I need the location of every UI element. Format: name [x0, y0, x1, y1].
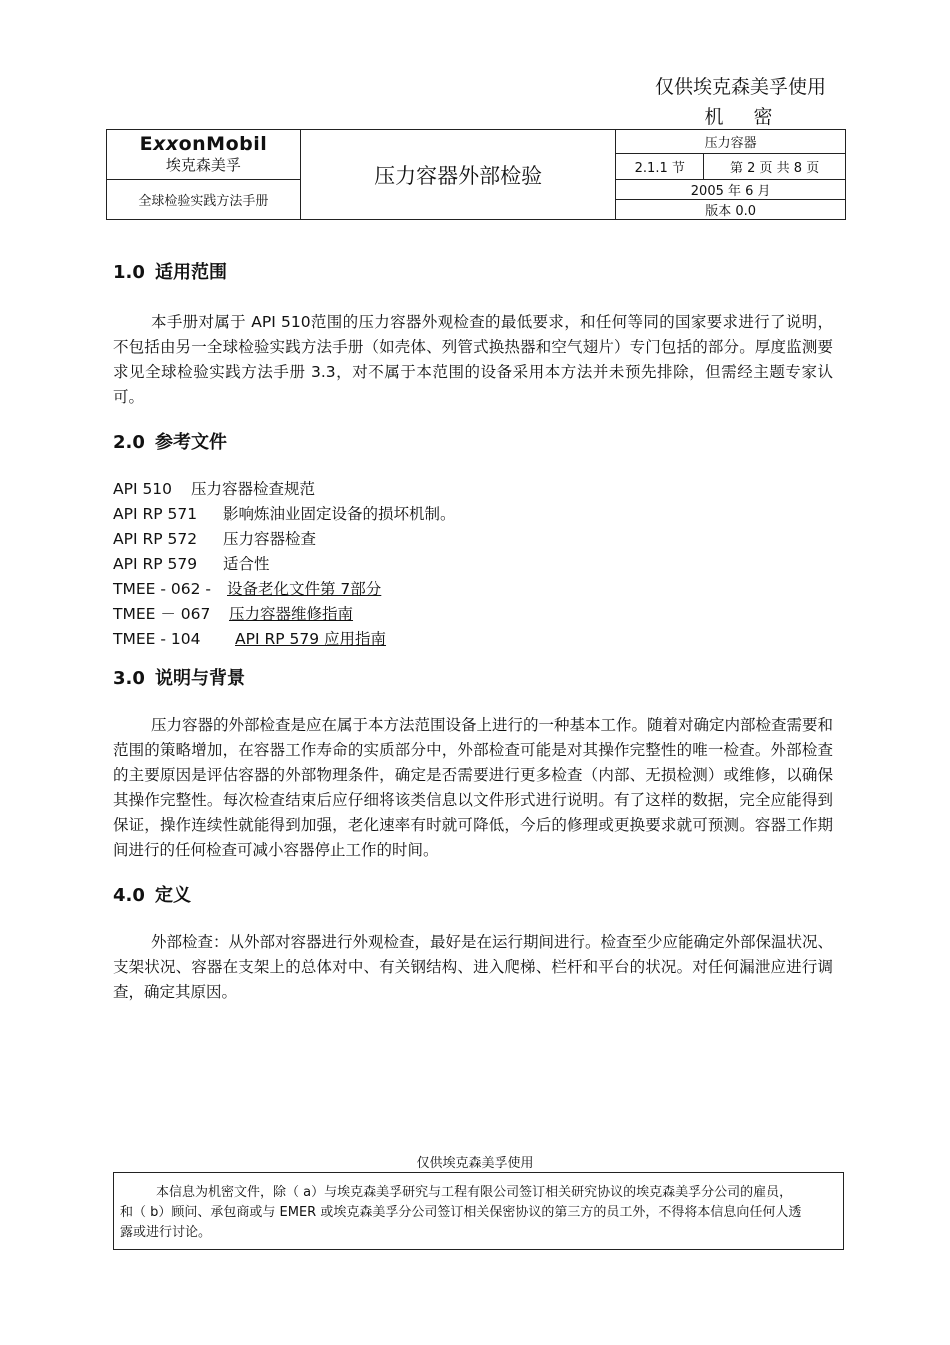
reference-item: TMEE - 062 - 设备老化文件第 7部分 [113, 580, 382, 598]
reference-link: 设备老化文件第 7部分 [227, 580, 382, 598]
document-title: 压力容器外部检验 [300, 130, 615, 220]
company-name-cn: 埃克森美孚 [165, 156, 241, 174]
reference-item: API 510 压力容器检查规范 [113, 480, 316, 498]
background-paragraph: 压力容器的外部检查是应在属于本方法范围设备上进行的一种基本工作。随着对确定内部检查需要和范围的策略增加，在容器工作寿命的实质部分中，外部检查可能是对其操作完整性的唯一检查。外部检查的主要原因是评估容器的外部物理条件，确定是否需要进行更多检查（内部、无损检测）或维修，以确保其操作完整性。每次检查结束后应仔细将该类信息以文件形式进行说明。有了这样的数据，完全应能得到保证，操作连续性就能得到加强，老化速率有时就可降低，今后的修理或更换要求就可预测。容器工作期间进行的任何检查可减小容器停止工作的时间。 [113, 716, 834, 859]
section-heading-references: 2.0 参考文件 [113, 432, 227, 453]
reference-item: TMEE － 067 压力容器维修指南 [113, 605, 354, 623]
issue-date: 2005 年 6 月 [616, 180, 846, 200]
category-cell: 压力容器 [616, 130, 846, 154]
confidentiality-notice: 本信息为机密文件，除（ a）与埃克森美孚研究与工程有限公司签订相关研究协议的埃克森美孚分公司的雇员，和（ b）顾问、承包商或与 EMER 或埃克森美孚分公司签订相关保密协议的第三方的员工外，不得将本信息向任何人透露或进行讨论。 [120, 1185, 802, 1240]
reference-list [113, 477, 833, 652]
company-logo-cell [107, 130, 301, 180]
definition-paragraph: 外部检查：从外部对容器进行外观检查，最好是在运行期间进行。检查至少应能确定外部保温状况、支架状况、容器在支架上的总体对中、有关钢结构、进入爬梯、栏杆和平台的状况。对任何漏泄应进行调查，确定其原因。 [113, 933, 834, 1001]
reference-item: API RP 572 压力容器检查 [113, 530, 317, 548]
manual-name: 全球检验实践方法手册 [107, 180, 301, 220]
section-number: 2.1.1 节 [616, 154, 704, 180]
reference-item: API RP 579 适合性 [113, 555, 270, 573]
page-info: 第 2 页 共 8 页 [704, 154, 846, 180]
confidential-note [655, 72, 826, 132]
use-only-label: 仅供埃克森美孚使用 [654, 76, 826, 98]
reference-item: TMEE - 104 API RP 579 应用指南 [113, 630, 387, 648]
section-heading-background: 3.0 说明与背景 [113, 668, 245, 689]
footer-use-only-label: 仅供埃克森美孚使用 [416, 1156, 534, 1171]
reference-item: API RP 571 影响炼油业固定设备的损坏机制。 [113, 505, 456, 523]
exxonmobil-logo: ExxonMobil [139, 133, 268, 155]
reference-link: 压力容器维修指南 [229, 605, 354, 623]
confidentiality-notice-box [113, 1172, 844, 1250]
document-body [113, 260, 833, 1005]
section-heading-definitions: 4.0 定义 [113, 885, 191, 906]
scope-paragraph: 本手册对属于 API 510范围的压力容器外观检查的最低要求，和任何等同的国家要求进行了说明，不包括由另一全球检验实践方法手册（如壳体、列管式换热器和空气翅片）专门包括的部分。厚度监测要求见全球检验实践方法手册 3.3，对不属于本范围的设备采用本方法并未预先排除，但需经主题专家认可。 [113, 313, 833, 406]
reference-link: API RP 579 应用指南 [235, 630, 387, 648]
section-heading-scope: 1.0 适用范围 [113, 262, 227, 283]
confidential-label: 机 密 [704, 106, 785, 128]
version: 版本 0.0 [616, 200, 846, 220]
document-header-table [106, 129, 846, 220]
